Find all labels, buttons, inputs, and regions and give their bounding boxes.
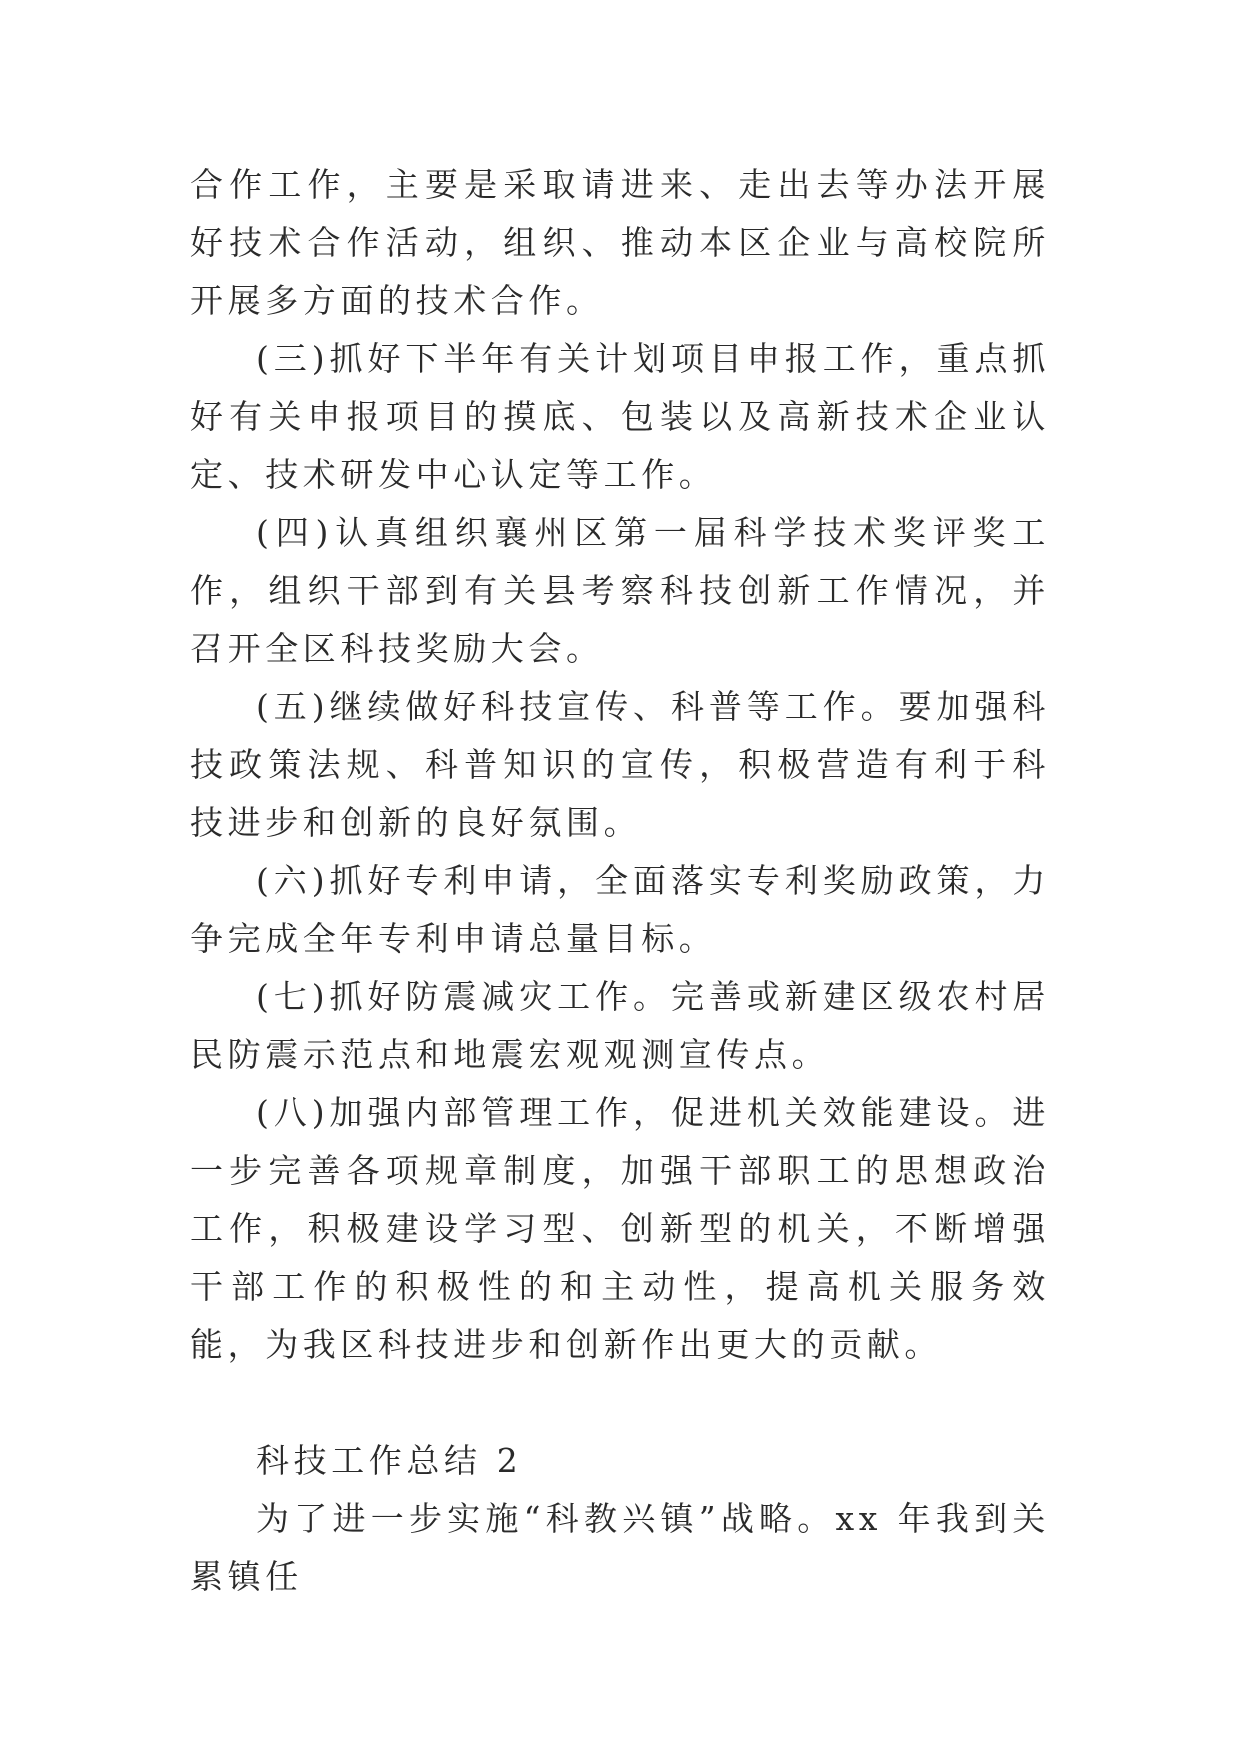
paragraph-item-5: (五)继续做好科技宣传、科普等工作。要加强科技政策法规、科普知识的宣传，积极营造有利于科技进步和创新的良好氛围。 [190, 687, 1050, 842]
paragraph-continued: 合作工作，主要是采取请进来、走出去等办法开展好技术合作活动，组织、推动本区企业与高校院所开展多方面的技术合作。 [190, 165, 1050, 320]
paragraph-item-6: (六)抓好专利申请，全面落实专利奖励政策，力争完成全年专利申请总量目标。 [190, 861, 1050, 958]
section-title: 科技工作总结 2 [256, 1441, 523, 1480]
document-body [190, 156, 1050, 1374]
paragraph-item-8: (八)加强内部管理工作，促进机关效能建设。进一步完善各项规章制度，加强干部职工的思想政治工作，积极建设学习型、创新型的机关，不断增强干部工作的积极性的和主动性，提高机关服务效能，为我区科技进步和创新作出更大的贡献。 [190, 1093, 1050, 1364]
section-2 [190, 1432, 1050, 1606]
section-first-paragraph: 为了进一步实施“科教兴镇”战略。xx 年我到关累镇任 [190, 1499, 1050, 1596]
paragraph-item-4: (四)认真组织襄州区第一届科学技术奖评奖工作，组织干部到有关县考察科技创新工作情况，并召开全区科技奖励大会。 [190, 513, 1050, 668]
paragraph-item-7: (七)抓好防震减灾工作。完善或新建区级农村居民防震示范点和地震宏观观测宣传点。 [190, 977, 1050, 1074]
paragraph-item-3: (三)抓好下半年有关计划项目申报工作，重点抓好有关申报项目的摸底、包装以及高新技术企业认定、技术研发中心认定等工作。 [190, 339, 1050, 494]
